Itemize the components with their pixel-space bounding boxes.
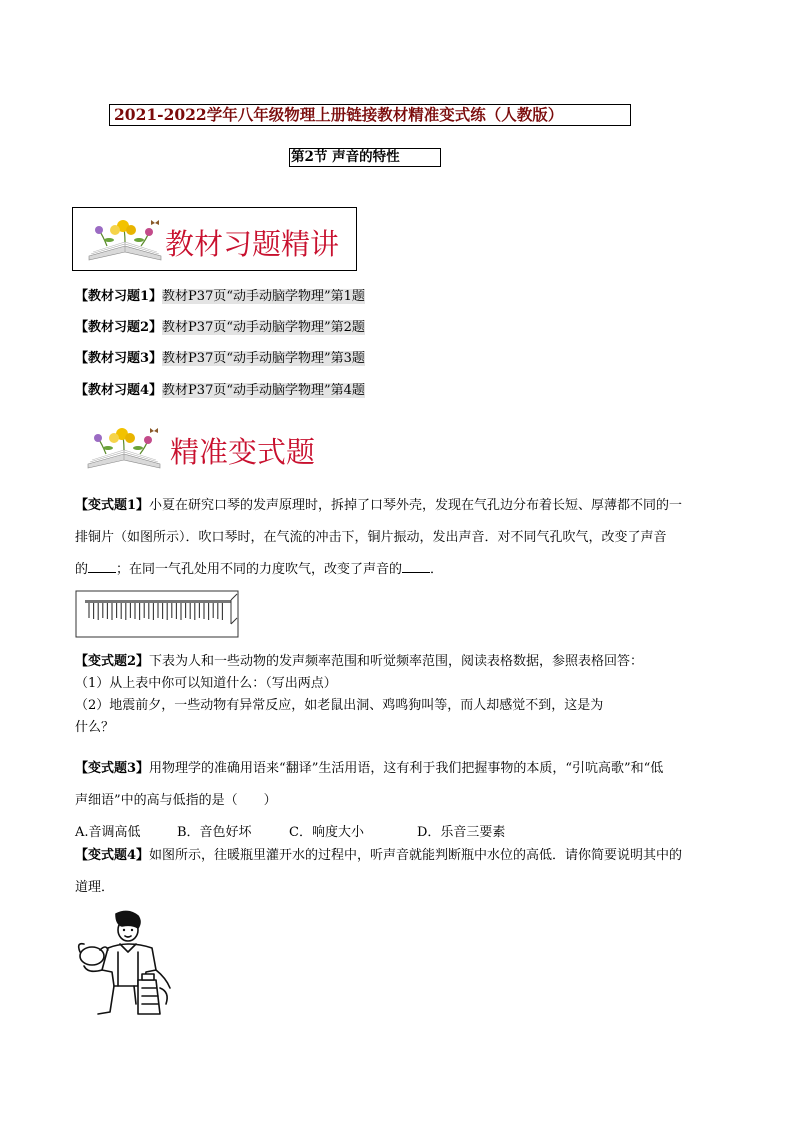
- question-tag: 【变式题4】: [75, 848, 150, 863]
- question-text: ．: [430, 562, 444, 577]
- question-text: 道理．: [75, 880, 115, 895]
- list-item: [75, 381, 365, 401]
- option-c[interactable]: C．响度大小: [289, 825, 364, 840]
- answer-blank[interactable]: [402, 560, 430, 573]
- section-title: 第2节 声音的特性: [289, 148, 441, 167]
- harmonica-reeds-figure: [75, 590, 241, 638]
- question-text: 声细语”中的高与低指的是（ ）: [75, 793, 277, 808]
- exercise-text: 教材P37页“动手动脑学物理”第3题: [162, 351, 365, 366]
- banner-variant-questions: [84, 418, 344, 474]
- question-1: [75, 490, 725, 586]
- exercise-tag: 【教材习题3】: [75, 351, 163, 366]
- question-text: 下表为人和一些动物的发声频率范围和听觉频率范围，阅读表格数据，参照表格回答：: [149, 654, 644, 669]
- banner-textbook-exercises: [72, 207, 357, 271]
- exercise-tag: 【教材习题2】: [75, 320, 163, 335]
- question-tag: 【变式题1】: [75, 498, 150, 513]
- question-text: 用物理学的准确用语来“翻译”生活用语，这有利于我们把握事物的本质，“引吭高歌”和“低: [149, 761, 664, 776]
- person-pouring-water-figure: [72, 908, 188, 1020]
- banner-variant-questions-title: 精准变式题: [170, 435, 316, 469]
- banner-textbook-exercises-title: 教材习题精讲: [165, 227, 340, 261]
- question-4: [75, 840, 725, 904]
- exercise-tag: 【教材习题1】: [75, 289, 163, 304]
- open-book-flowers-icon: [85, 216, 165, 264]
- exercise-tag: 【教材习题4】: [75, 383, 163, 398]
- exercise-text: 教材P37页“动手动脑学物理”第2题: [162, 320, 365, 335]
- question-text: 什么？: [75, 720, 115, 735]
- question-tag: 【变式题2】: [75, 654, 150, 669]
- list-item: [75, 287, 365, 307]
- exercise-text: 教材P37页“动手动脑学物理”第1题: [162, 289, 365, 304]
- question-2: [75, 651, 725, 739]
- answer-blank[interactable]: [88, 560, 116, 573]
- question-text: （2）地震前夕，一些动物有异常反应，如老鼠出洞、鸡鸣狗叫等，而人却感觉不到，这是为: [75, 698, 604, 713]
- list-item: [75, 318, 365, 338]
- question-text: 排铜片（如图所示）．吹口琴时，在气流的冲击下，铜片振动，发出声音．对不同气孔吹气，改变了声音: [75, 530, 667, 545]
- open-book-flowers-icon: [84, 424, 164, 472]
- question-text: 如图所示，往暖瓶里灌开水的过程中，听声音就能判断瓶中水位的高低．请你简要说明其中的: [149, 848, 683, 863]
- question-text: ；在同一气孔处用不同的力度吹气，改变了声音的: [116, 562, 403, 577]
- option-b[interactable]: B．音色好坏: [177, 825, 252, 840]
- option-a[interactable]: A.音调高低: [75, 825, 141, 840]
- question-tag: 【变式题3】: [75, 761, 150, 776]
- question-text: 小夏在研究口琴的发声原理时，拆掉了口琴外壳，发现在气孔边分布着长短、厚薄都不同的一: [149, 498, 683, 513]
- question-3: [75, 753, 725, 849]
- question-text: （1）从上表中你可以知道什么：（写出两点）: [75, 676, 337, 691]
- document-title: 2021-2022学年八年级物理上册链接教材精准变式练（人教版）: [109, 104, 631, 126]
- question-text: 的: [75, 562, 89, 577]
- exercise-text: 教材P37页“动手动脑学物理”第4题: [162, 383, 365, 398]
- list-item: [75, 349, 365, 369]
- option-d[interactable]: D．乐音三要素: [417, 825, 506, 840]
